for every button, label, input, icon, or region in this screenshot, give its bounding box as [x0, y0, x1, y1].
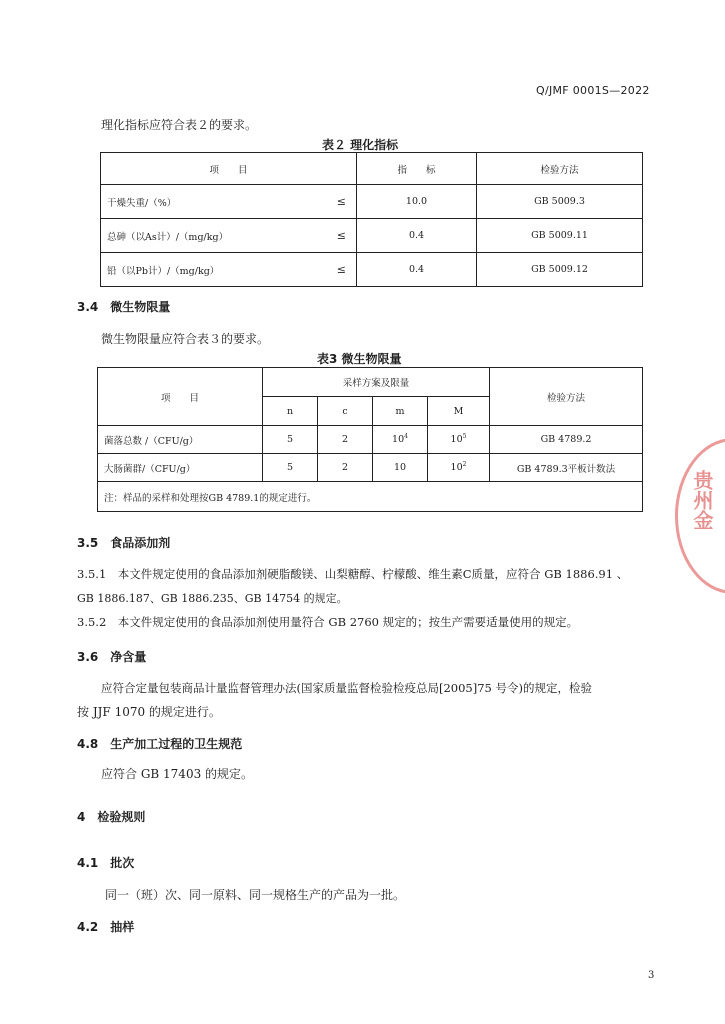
- section-3-5-2: 3.5.2 本文件规定使用的食品添加剂使用量符合 GB 2760 规定的；按生产需要适量使用的规定。: [77, 615, 579, 629]
- doc-code: Q/JMF 0001S—2022: [536, 84, 650, 97]
- table3-subheader-m: m: [373, 397, 428, 426]
- table2: [100, 152, 643, 287]
- section-3-6-line2: 按 JJF 1070 的规定进行。: [77, 705, 221, 719]
- table3: [97, 367, 643, 512]
- table3-header-plan: 采样方案及限量: [263, 368, 490, 397]
- section-4-2-title: 4.2 抽样: [77, 920, 135, 934]
- section-3-4-text: 微生物限量应符合表３的要求。: [101, 332, 270, 346]
- le-sign: ≤: [336, 194, 346, 208]
- table3-caption: 表3 微生物限量: [317, 352, 402, 366]
- table-row: [101, 219, 643, 253]
- table2-item: 总砷（以As计）/（mg/kg）: [107, 231, 229, 243]
- section-4-8-text: 应符合 GB 17403 的规定。: [101, 767, 254, 781]
- le-sign: ≤: [336, 228, 346, 242]
- table3-m: $10^4$: [373, 426, 428, 454]
- table3-M: $10^2$: [428, 454, 490, 482]
- table-row: [101, 185, 643, 219]
- table3-n: 5: [263, 454, 318, 482]
- table2-item: 铅（以Pb计）/（mg/kg）: [107, 265, 220, 277]
- section-4-8-title: 4.8 生产加工过程的卫生规范: [77, 737, 243, 751]
- table3-M: $10^5$: [428, 426, 490, 454]
- table3-n: 5: [263, 426, 318, 454]
- seal-text: 贵州金: [690, 470, 714, 530]
- table3-item: 大肠菌群/（CFU/g）: [98, 454, 263, 482]
- section-3-5-1-line1: 3.5.1 本文件规定使用的食品添加剂硬脂酸镁、山梨糖醇、柠檬酸、维生素C质量，应符合 GB 1886.91 、: [77, 567, 629, 581]
- table2-method: GB 5009.3: [477, 185, 643, 219]
- section-3-5-1-line2: GB 1886.187、GB 1886.235、GB 14754 的规定。: [77, 592, 348, 605]
- table-row: [98, 426, 643, 454]
- table3-c: 2: [318, 454, 373, 482]
- table3-method: GB 4789.2: [490, 426, 643, 454]
- table2-header-value: 指 标: [357, 153, 477, 185]
- section-3-5-title: 3.5 食品添加剂: [77, 536, 171, 550]
- intro-table2: 理化指标应符合表２的要求。: [101, 118, 258, 132]
- section-4-1-text: 同一（班）次、同一原料、同一规格生产的产品为一批。: [105, 888, 406, 902]
- page-number: 3: [648, 970, 655, 981]
- table-row: [98, 454, 643, 482]
- table-row: [101, 253, 643, 287]
- table3-note: 注：样品的采样和处理按GB 4789.1的规定进行。: [98, 482, 643, 512]
- table3-method: GB 4789.3平板计数法: [490, 454, 643, 482]
- section-3-6-title: 3.6 净含量: [77, 650, 147, 664]
- table2-method: GB 5009.12: [477, 253, 643, 287]
- table2-value: 10.0: [357, 185, 477, 219]
- table2-value: 0.4: [357, 253, 477, 287]
- table2-caption: 表２ 理化指标: [322, 138, 399, 152]
- table3-subheader-n: n: [263, 397, 318, 426]
- table2-header-item: 项 目: [101, 153, 357, 185]
- section-3-4-title: 3.4 微生物限量: [77, 300, 171, 314]
- section-3-6-line1: 应符合定量包装商品计量监督管理办法(国家质量监督检验检疫总局[2005]75 号令)的规定，检验: [101, 681, 592, 695]
- table3-header-method: 检验方法: [490, 368, 643, 426]
- table2-value: 0.4: [357, 219, 477, 253]
- table2-item: 干燥失重/（%）: [107, 197, 177, 209]
- table3-m: 10: [373, 454, 428, 482]
- section-4-1-title: 4.1 批次: [77, 856, 135, 870]
- table3-header-item: 项 目: [98, 368, 263, 426]
- table2-header-method: 检验方法: [477, 153, 643, 185]
- le-sign: ≤: [336, 262, 346, 276]
- section-4-title: 4 检验规则: [77, 810, 146, 824]
- table2-method: GB 5009.11: [477, 219, 643, 253]
- table3-subheader-M: M: [428, 397, 490, 426]
- table3-subheader-c: c: [318, 397, 373, 426]
- table3-c: 2: [318, 426, 373, 454]
- table3-item: 菌落总数 /（CFU/g）: [98, 426, 263, 454]
